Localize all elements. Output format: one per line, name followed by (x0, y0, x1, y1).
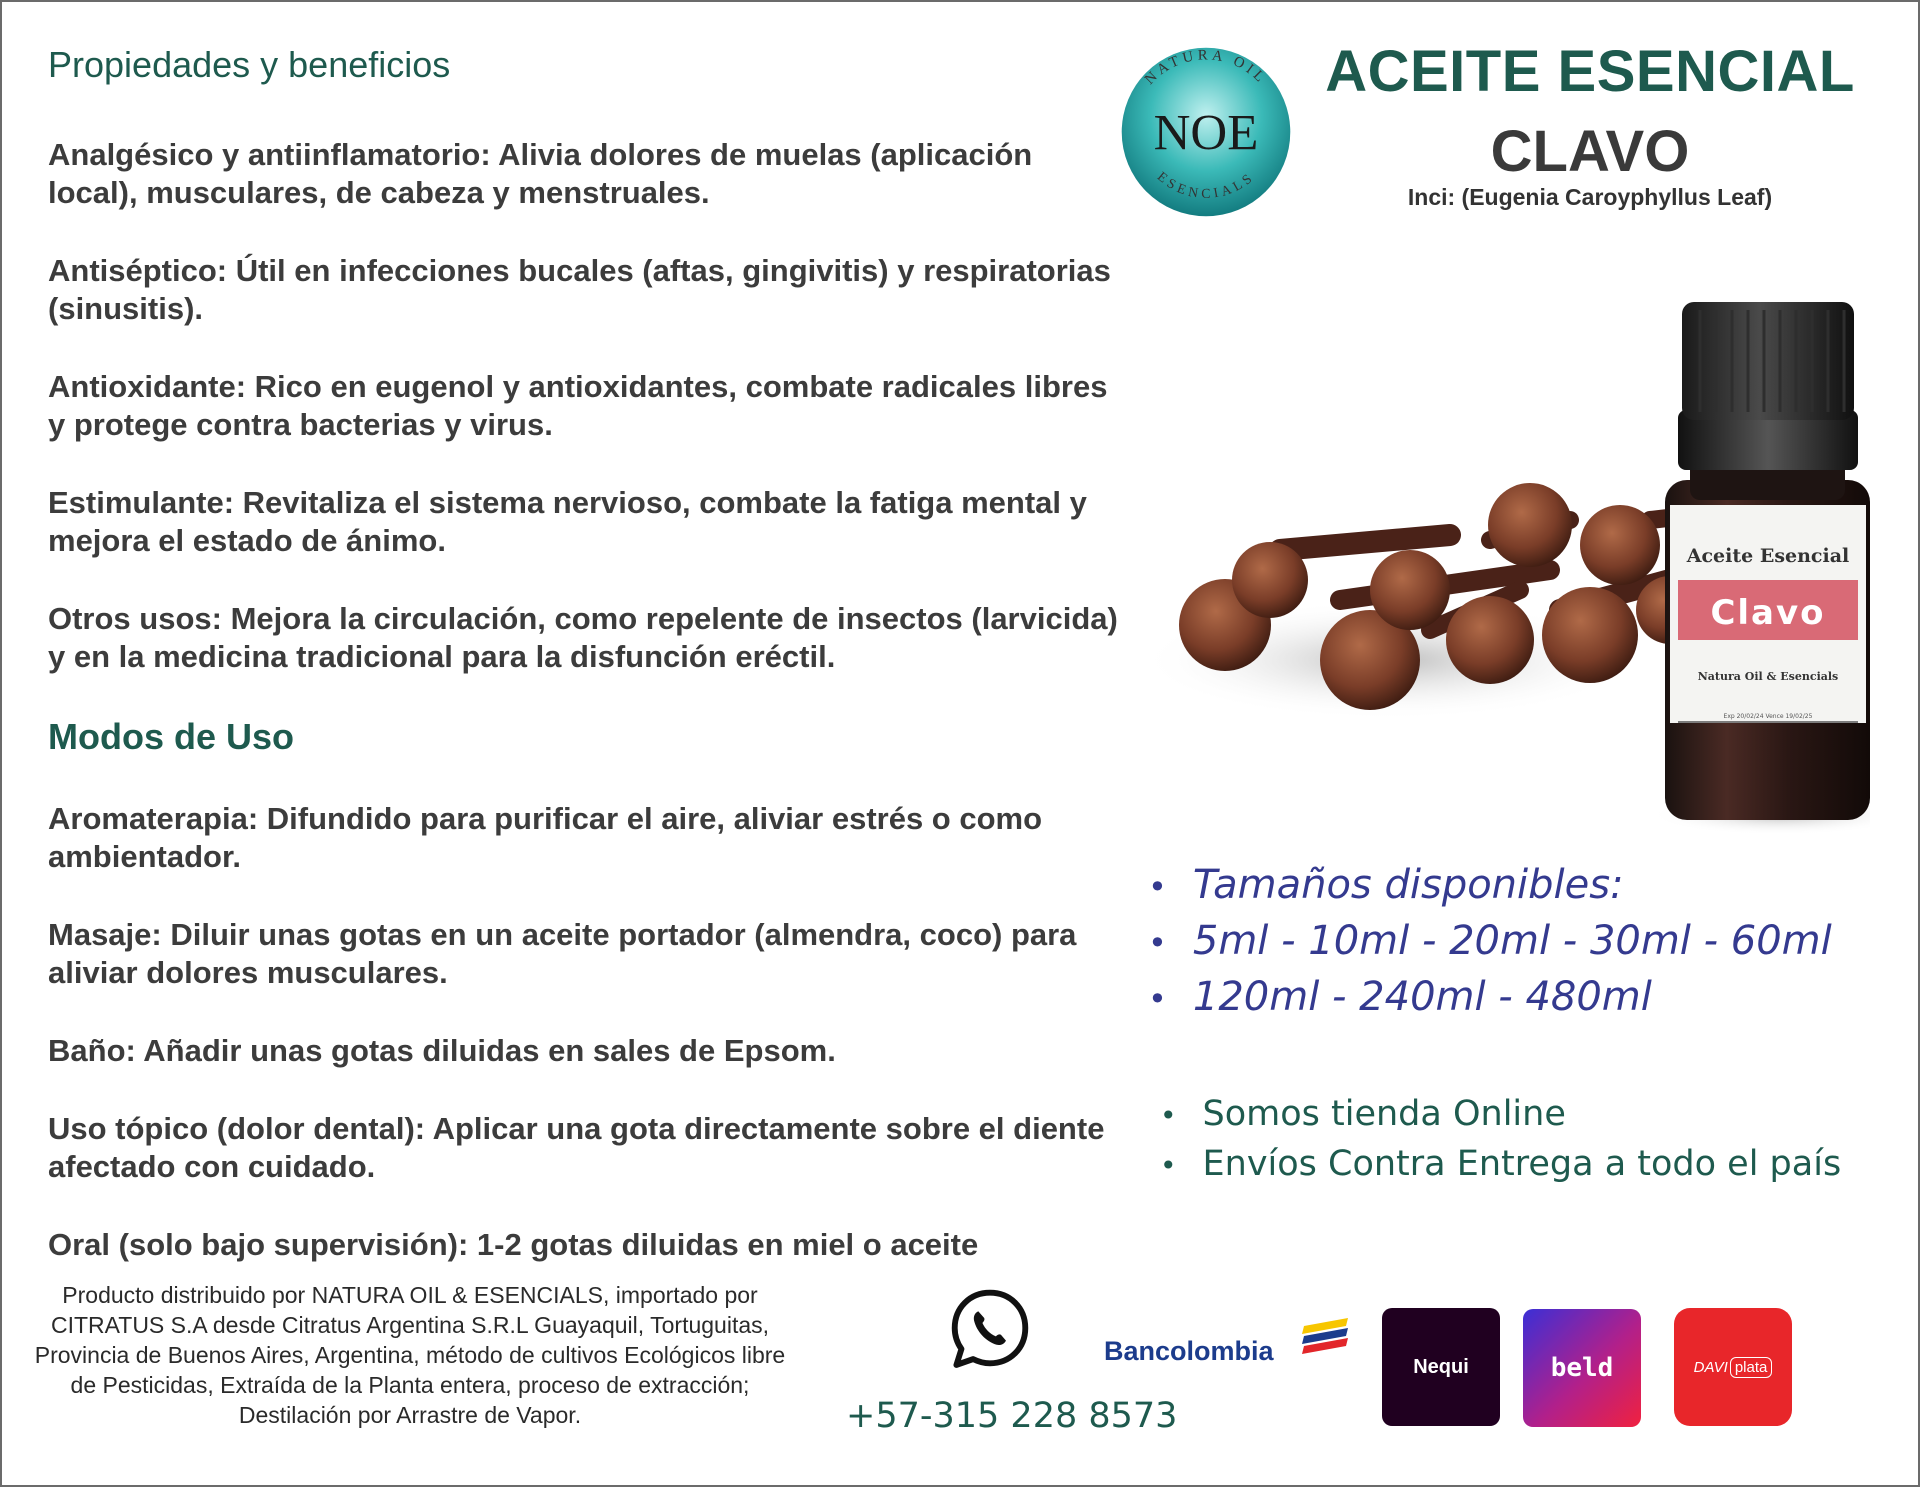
bancolombia-text: Bancolombia (1104, 1336, 1274, 1366)
mode-topical: Uso tópico (dolor dental): Aplicar una gota directamente sobre el diente afectado con cuidado. (48, 1111, 1105, 1184)
benefit-stimulant: Estimulante: Revitaliza el sistema nervioso, combate la fatiga mental y mejora el estado de ánimo. (48, 485, 1087, 558)
logo-top-text: NATURA OIL (1141, 47, 1271, 88)
logo-center-text: NOE (1153, 105, 1259, 162)
bottle-label-brand: Natura Oil & Esencials (1697, 670, 1839, 683)
shop-online: • Somos tienda Online (1160, 1090, 1900, 1140)
product-title: ACEITE ESENCIAL (1325, 39, 1855, 104)
daviplata-prefix: DAVI (1693, 1358, 1728, 1376)
product-name: CLAVO (1490, 119, 1690, 184)
sizes-line-large: • 120ml - 240ml - 480ml (1148, 970, 1888, 1026)
benefit-antioxidant: Antioxidante: Rico en eugenol y antioxidantes, combate radicales libres y protege contra bacterias y virus. (48, 369, 1108, 442)
beld-logo: beld (1523, 1309, 1641, 1427)
benefit-antiseptic: Antiséptico: Útil en infecciones bucales (aftas, gingivitis) y respiratorias (sinusitis). (48, 253, 1111, 326)
bancolombia-stripes-icon (1300, 1316, 1352, 1356)
essential-oil-bottle (1665, 302, 1870, 820)
bottle-label-name: Clavo (1710, 593, 1826, 633)
nequi-logo: Nequi (1382, 1308, 1500, 1426)
product-photo (1130, 280, 1870, 860)
mode-oral: Oral (solo bajo supervisión): 1-2 gotas diluidas en miel o aceite (48, 1227, 979, 1262)
modes-title: Modos de Uso (48, 716, 295, 757)
benefit-other-uses: Otros usos: Mejora la circulación, como repelente de insectos (larvicida) y en la medicina tradicional para la disfunción eréctil. (48, 601, 1118, 674)
sizes-list (1148, 858, 1888, 1026)
mode-aromatherapy: Aromaterapia: Difundido para purificar el aire, aliviar estrés o como ambientador. (48, 801, 1043, 874)
mode-massage: Masaje: Diluir unas gotas en un aceite portador (almendra, coco) para aliviar dolores musculares. (48, 917, 1077, 990)
benefit-analgesic: Analgésico y antiinflamatorio: Alivia dolores de muelas (aplicación local), musculares, de cabeza y menstruales. (48, 137, 1033, 210)
whatsapp-icon[interactable] (948, 1286, 1032, 1370)
daviplata-logo (1674, 1308, 1792, 1426)
bottle-label-title: Aceite Esencial (1686, 545, 1850, 567)
noe-logo (1108, 34, 1304, 230)
sizes-heading: • Tamaños disponibles: (1148, 858, 1888, 914)
distributor-note: Producto distribuido por NATURA OIL & ESENCIALS, importado por CITRATUS S.A desde Citratus Argentina S.R.L Guayaquil, Tortuguitas, Provincia de Buenos Aires, Argentina, método de cultivos Ecológicos libre de Pesticidas, Extraída de la Planta entera, proceso de extracción; Destilación por Arrastre de Vapor. (34, 1282, 786, 1428)
sizes-line-small: • 5ml - 10ml - 20ml - 30ml - 60ml (1148, 914, 1888, 970)
benefits-title: Propiedades y beneficios (48, 44, 451, 85)
logo-bottom-text: ESENCIALS (1154, 168, 1258, 201)
daviplata-suffix: plata (1730, 1357, 1773, 1378)
shop-delivery: • Envíos Contra Entrega a todo el país (1160, 1140, 1900, 1190)
inci-name: Inci: (Eugenia Caroyphyllus Leaf) (1407, 184, 1773, 210)
bottle-label-dates: Exp 20/02/24 Vence 19/02/25 (1723, 713, 1813, 720)
info-column (48, 44, 1128, 1304)
phone-number[interactable]: +57-315 228 8573 (846, 1396, 1178, 1436)
shop-info-list (1160, 1090, 1900, 1190)
mode-bath: Baño: Añadir unas gotas diluidas en sales de Epsom. (48, 1033, 836, 1068)
bancolombia-logo (1104, 1312, 1354, 1382)
